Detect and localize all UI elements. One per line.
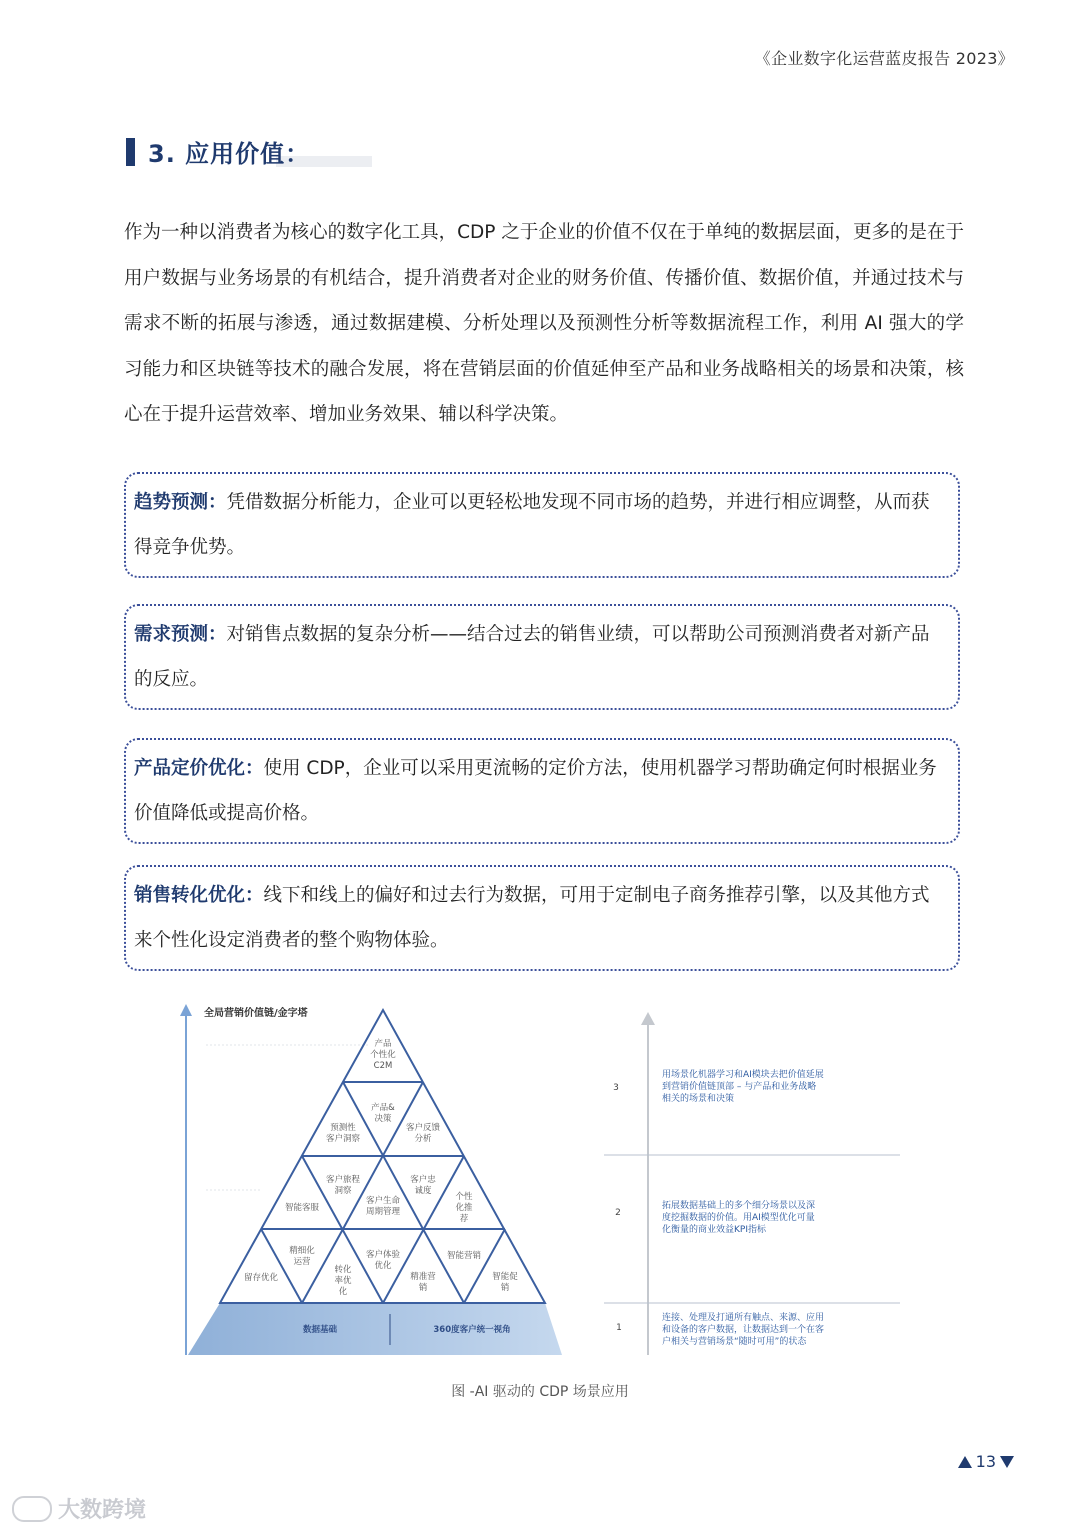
right-axis-arrow-icon bbox=[641, 1012, 655, 1025]
cell-smart-promotion: 智能促销 bbox=[492, 1272, 518, 1293]
value-box-title: 需求预测： bbox=[134, 624, 227, 645]
cell-refined-ops: 精细化运营 bbox=[289, 1246, 315, 1267]
level-number: 2 bbox=[615, 1208, 621, 1218]
cell-loyalty: 客户忠诚度 bbox=[410, 1175, 436, 1196]
page-number-value: 13 bbox=[975, 1452, 996, 1471]
left-axis-arrow-icon bbox=[180, 1004, 192, 1016]
figure-caption: 图 -AI 驱动的 CDP 场景应用 bbox=[451, 1384, 629, 1400]
value-box-title: 销售转化优化： bbox=[134, 885, 264, 906]
cell-product-decision: 产品&决策 bbox=[371, 1103, 395, 1124]
value-box-text: 使用 CDP，企业可以采用更流畅的定价方法，使用机器学习帮助确定何时根据业务价值降低或提高价格。 bbox=[134, 758, 937, 824]
level-1-description: 连接、处理及打通所有触点、来源、应用和设备的客户数据，让数据达到一个在客户相关与营销场景“随时可用”的状态 bbox=[662, 1313, 825, 1347]
cell-cx-optimization: 客户体验优化 bbox=[365, 1250, 401, 1271]
page-number bbox=[958, 1452, 1014, 1471]
cell-personalized-recommendation: 个性化推荐 bbox=[455, 1192, 473, 1224]
base-right-label: 360度客户统一视角 bbox=[433, 1325, 511, 1335]
level-2-description: 拓展数据基础上的多个细分场景以及深度挖掘数据的价值。用AI模型优化可量化衡量的商业效益KPI指标 bbox=[662, 1201, 816, 1235]
pyramid-diagram bbox=[180, 1000, 900, 1365]
intro-paragraph: 作为一种以消费者为核心的数字化工具，CDP 之于企业的价值不仅在于单纯的数据层面，更多的是在于用户数据与业务场景的有机结合，提升消费者对企业的财务价值、传播价值、数据价值，并通过技术与需求不断的拓展与渗透，通过数据建模、分析处理以及预测性分析等数据流程工作，利用 AI 强大的学习能力和区块链等技术的融合发展，将在营销层面的价值延伸至产品和业务战略相关的场景和决策，核心在于提升运营效率、增加业务效果、辅以科学决策。 bbox=[124, 222, 964, 425]
value-box-pricing bbox=[124, 738, 960, 844]
value-box-title: 趋势预测： bbox=[134, 492, 227, 513]
cell-lifecycle: 客户生命周期管理 bbox=[365, 1196, 401, 1217]
level-3-description: 用场景化机器学习和AI模块去把价值延展到营销价值链顶部 – 与产品和业务战略相关的场景和决策 bbox=[662, 1070, 824, 1104]
level-number: 3 bbox=[613, 1083, 619, 1093]
watermark-text: 大数跨境 bbox=[58, 1498, 147, 1523]
cell-feedback-analysis: 客户反馈分析 bbox=[405, 1123, 441, 1144]
report-title: 《企业数字化运营蓝皮报告 2023》 bbox=[754, 49, 1014, 68]
value-box-text: 凭借数据分析能力，企业可以更轻松地发现不同市场的趋势，并进行相应调整，从而获得竞争优势。 bbox=[134, 492, 930, 558]
value-box-conversion bbox=[124, 865, 960, 971]
base-left-label: 数据基础 bbox=[302, 1325, 338, 1335]
value-box-title: 产品定价优化： bbox=[134, 758, 264, 779]
cell-conversion: 转化率优化 bbox=[334, 1265, 352, 1297]
cell-retention: 留存优化 bbox=[243, 1273, 279, 1283]
watermark-logo-icon bbox=[12, 1496, 52, 1522]
value-box-demand bbox=[124, 604, 960, 710]
watermark bbox=[12, 1493, 146, 1524]
value-box-trend bbox=[124, 472, 960, 578]
cell-predictive-insight: 预测性客户洞察 bbox=[325, 1123, 361, 1144]
value-box-text: 线下和线上的偏好和过去行为数据，可用于定制电子商务推荐引擎，以及其他方式来个性化设定消费者的整个购物体验。 bbox=[134, 885, 930, 951]
level-number: 1 bbox=[616, 1323, 622, 1333]
cell-journey-insight: 客户旅程洞察 bbox=[325, 1175, 361, 1196]
axis-title: 全局营销价值链/金字塔 bbox=[204, 1008, 308, 1019]
cell-precision-marketing: 精准营销 bbox=[410, 1272, 436, 1293]
page-up-icon bbox=[958, 1456, 972, 1468]
apex-cell-label: 产品个性化 C2M bbox=[370, 1039, 396, 1071]
value-box-text: 对销售点数据的复杂分析——结合过去的销售业绩，可以帮助公司预测消费者对新产品的反应。 bbox=[134, 624, 930, 690]
section-title: 3. 应用价值： bbox=[148, 140, 311, 168]
cell-smart-marketing: 智能营销 bbox=[446, 1251, 482, 1261]
heading-bar bbox=[126, 138, 135, 166]
cdp-pyramid-figure bbox=[180, 1000, 900, 1365]
page-down-icon bbox=[1000, 1456, 1014, 1468]
cell-smart-service: 智能客服 bbox=[284, 1203, 320, 1213]
